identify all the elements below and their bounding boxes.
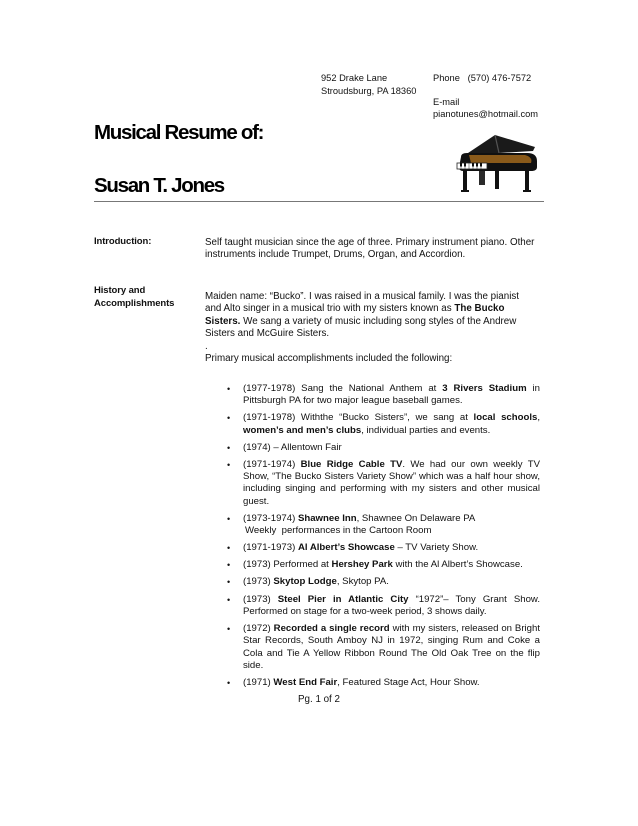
header-divider: [94, 201, 544, 202]
list-item: • (1973) Skytop Lodge, Skytop PA.: [227, 576, 389, 588]
contact-block: [433, 72, 538, 121]
shawnee-note: Weekly performances in the Cartoon Room: [245, 525, 432, 537]
introduction-text: Self taught musician since the age of three. Primary instrument piano. Other instruments include Trumpet, Drums, Organ, and Accordion.: [205, 237, 535, 261]
accomplishments-intro: Primary musical accomplishments included the following:: [205, 352, 453, 364]
page-number: Pg. 1 of 2: [298, 694, 340, 705]
address-line-1: 952 Drake Lane: [321, 73, 388, 83]
list-item: • (1971-1974) Blue Ridge Cable TV. We had our own weekly TV Show, “The Bucko Sisters Variety Show” which was a half hour show, including singing and performing with my sisters and other musical guest.: [227, 458, 540, 507]
email-address[interactable]: pianotunes@hotmail.com: [433, 109, 539, 119]
introduction-label: Introduction:: [94, 236, 152, 247]
list-item: • (1977-1978) Sang the National Anthem at 3 Rivers Stadium in Pittsburgh PA for two major league baseball games.: [227, 383, 540, 407]
history-dot: .: [205, 340, 208, 352]
list-item: • (1972) Recorded a single record with my sisters, released on Bright Star Records, South Amboy NJ in 1972, singing Rum and Coke a Cola and Tie A Yellow Ribbon Round The Old Oak Tree on the flip side.: [227, 622, 540, 671]
resume-title: Musical Resume of:: [94, 121, 264, 144]
list-item: • (1973-1974) Shawnee Inn, Shawnee On Delaware PA: [227, 512, 476, 524]
list-item: • (1974) – Allentown Fair: [227, 441, 342, 453]
email-label: E-mail: [433, 96, 460, 107]
address-block: [321, 72, 416, 97]
accomplishments-list: [205, 383, 540, 694]
address-line-2: Stroudsburg, PA 18360: [321, 85, 417, 96]
person-name: Susan T. Jones: [94, 174, 224, 197]
history-text: [205, 291, 535, 365]
list-item: • (1971) West End Fair, Featured Stage Act, Hour Show.: [227, 676, 480, 688]
history-label: History and Accomplishments: [94, 285, 175, 309]
list-item: • (1973) Steel Pier in Atlantic City “1972”– Tony Grant Show. Performed on stage for a two-week period, 3 shows daily.: [227, 593, 540, 617]
list-item: • (1971-1978) Withthe “Bucko Sisters”, we sang at local schools, women’s and men’s clubs, individual parties and events.: [227, 412, 540, 436]
grand-piano-icon: [455, 133, 539, 195]
history-paragraph: Maiden name: “Bucko”. I was raised in a musical family. I was the pianist and Alto singer in a musical trio with my sisters known as The Bucko Sisters. We sang a variety of music including song styles of the Andrew Sisters and McGuire Sisters.: [205, 291, 519, 340]
list-item: • (1971-1973) Al Albert’s Showcase – TV Variety Show.: [227, 542, 479, 554]
phone: Phone (570) 476-7572: [433, 73, 532, 83]
list-item: • (1973) Performed at Hershey Park with the Al Albert’s Showcase.: [227, 559, 523, 571]
